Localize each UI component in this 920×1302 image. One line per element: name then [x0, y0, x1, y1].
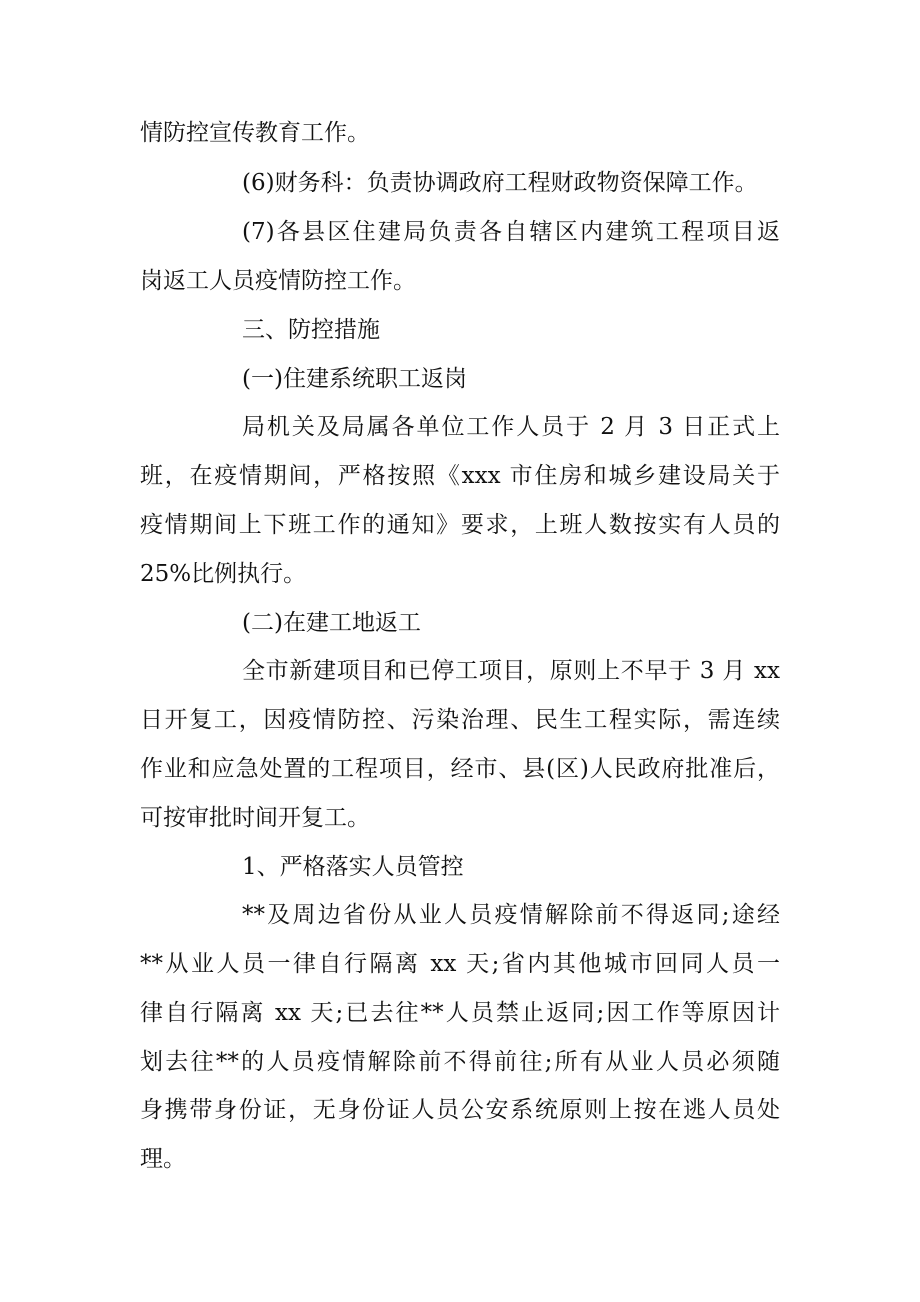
text-line: 身携带身份证，无身份证人员公安系统原则上按在逃人员处	[140, 1097, 780, 1123]
text-line: 情防控宣传教育工作。	[140, 120, 370, 146]
text-line: 全市新建项目和已停工项目，原则上不早于 3 月 xx	[242, 658, 780, 684]
subsection-heading: 1、严格落实人员管控	[242, 854, 464, 880]
text-line: 岗返工人员疫情防控工作。	[140, 268, 416, 294]
subsection-heading: (二)在建工地返工	[242, 610, 421, 636]
text-line: 日开复工，因疫情防控、污染治理、民生工程实际，需连续	[140, 707, 780, 733]
text-line: 班，在疫情期间，严格按照《xxx 市住房和城乡建设局关于	[140, 463, 780, 489]
text-line: **及周边省份从业人员疫情解除前不得返同;途经	[242, 902, 780, 928]
subsection-heading: (一)住建系统职工返岗	[242, 366, 467, 392]
text-line: 作业和应急处置的工程项目，经市、县(区)人民政府批准后，	[140, 756, 780, 782]
text-line: 25%比例执行。	[140, 561, 307, 587]
section-heading: 三、防控措施	[242, 317, 380, 343]
text-line: (7)各县区住建局负责各自辖区内建筑工程项目返	[242, 219, 780, 245]
text-line: 划去往**的人员疫情解除前不得前往;所有从业人员必须随	[140, 1049, 780, 1075]
text-line: **从业人员一律自行隔离 xx 天;省内其他城市回同人员一	[140, 951, 780, 977]
text-line: 律自行隔离 xx 天;已去往**人员禁止返同;因工作等原因计	[140, 1000, 780, 1026]
text-line: 疫情期间上下班工作的通知》要求，上班人数按实有人员的	[140, 512, 780, 538]
text-line: 理。	[140, 1146, 186, 1172]
text-line: 可按审批时间开复工。	[140, 805, 370, 831]
text-line: 局机关及局属各单位工作人员于 2 月 3 日正式上	[242, 414, 780, 440]
text-line: (6)财务科：负责协调政府工程财政物资保障工作。	[242, 170, 758, 196]
